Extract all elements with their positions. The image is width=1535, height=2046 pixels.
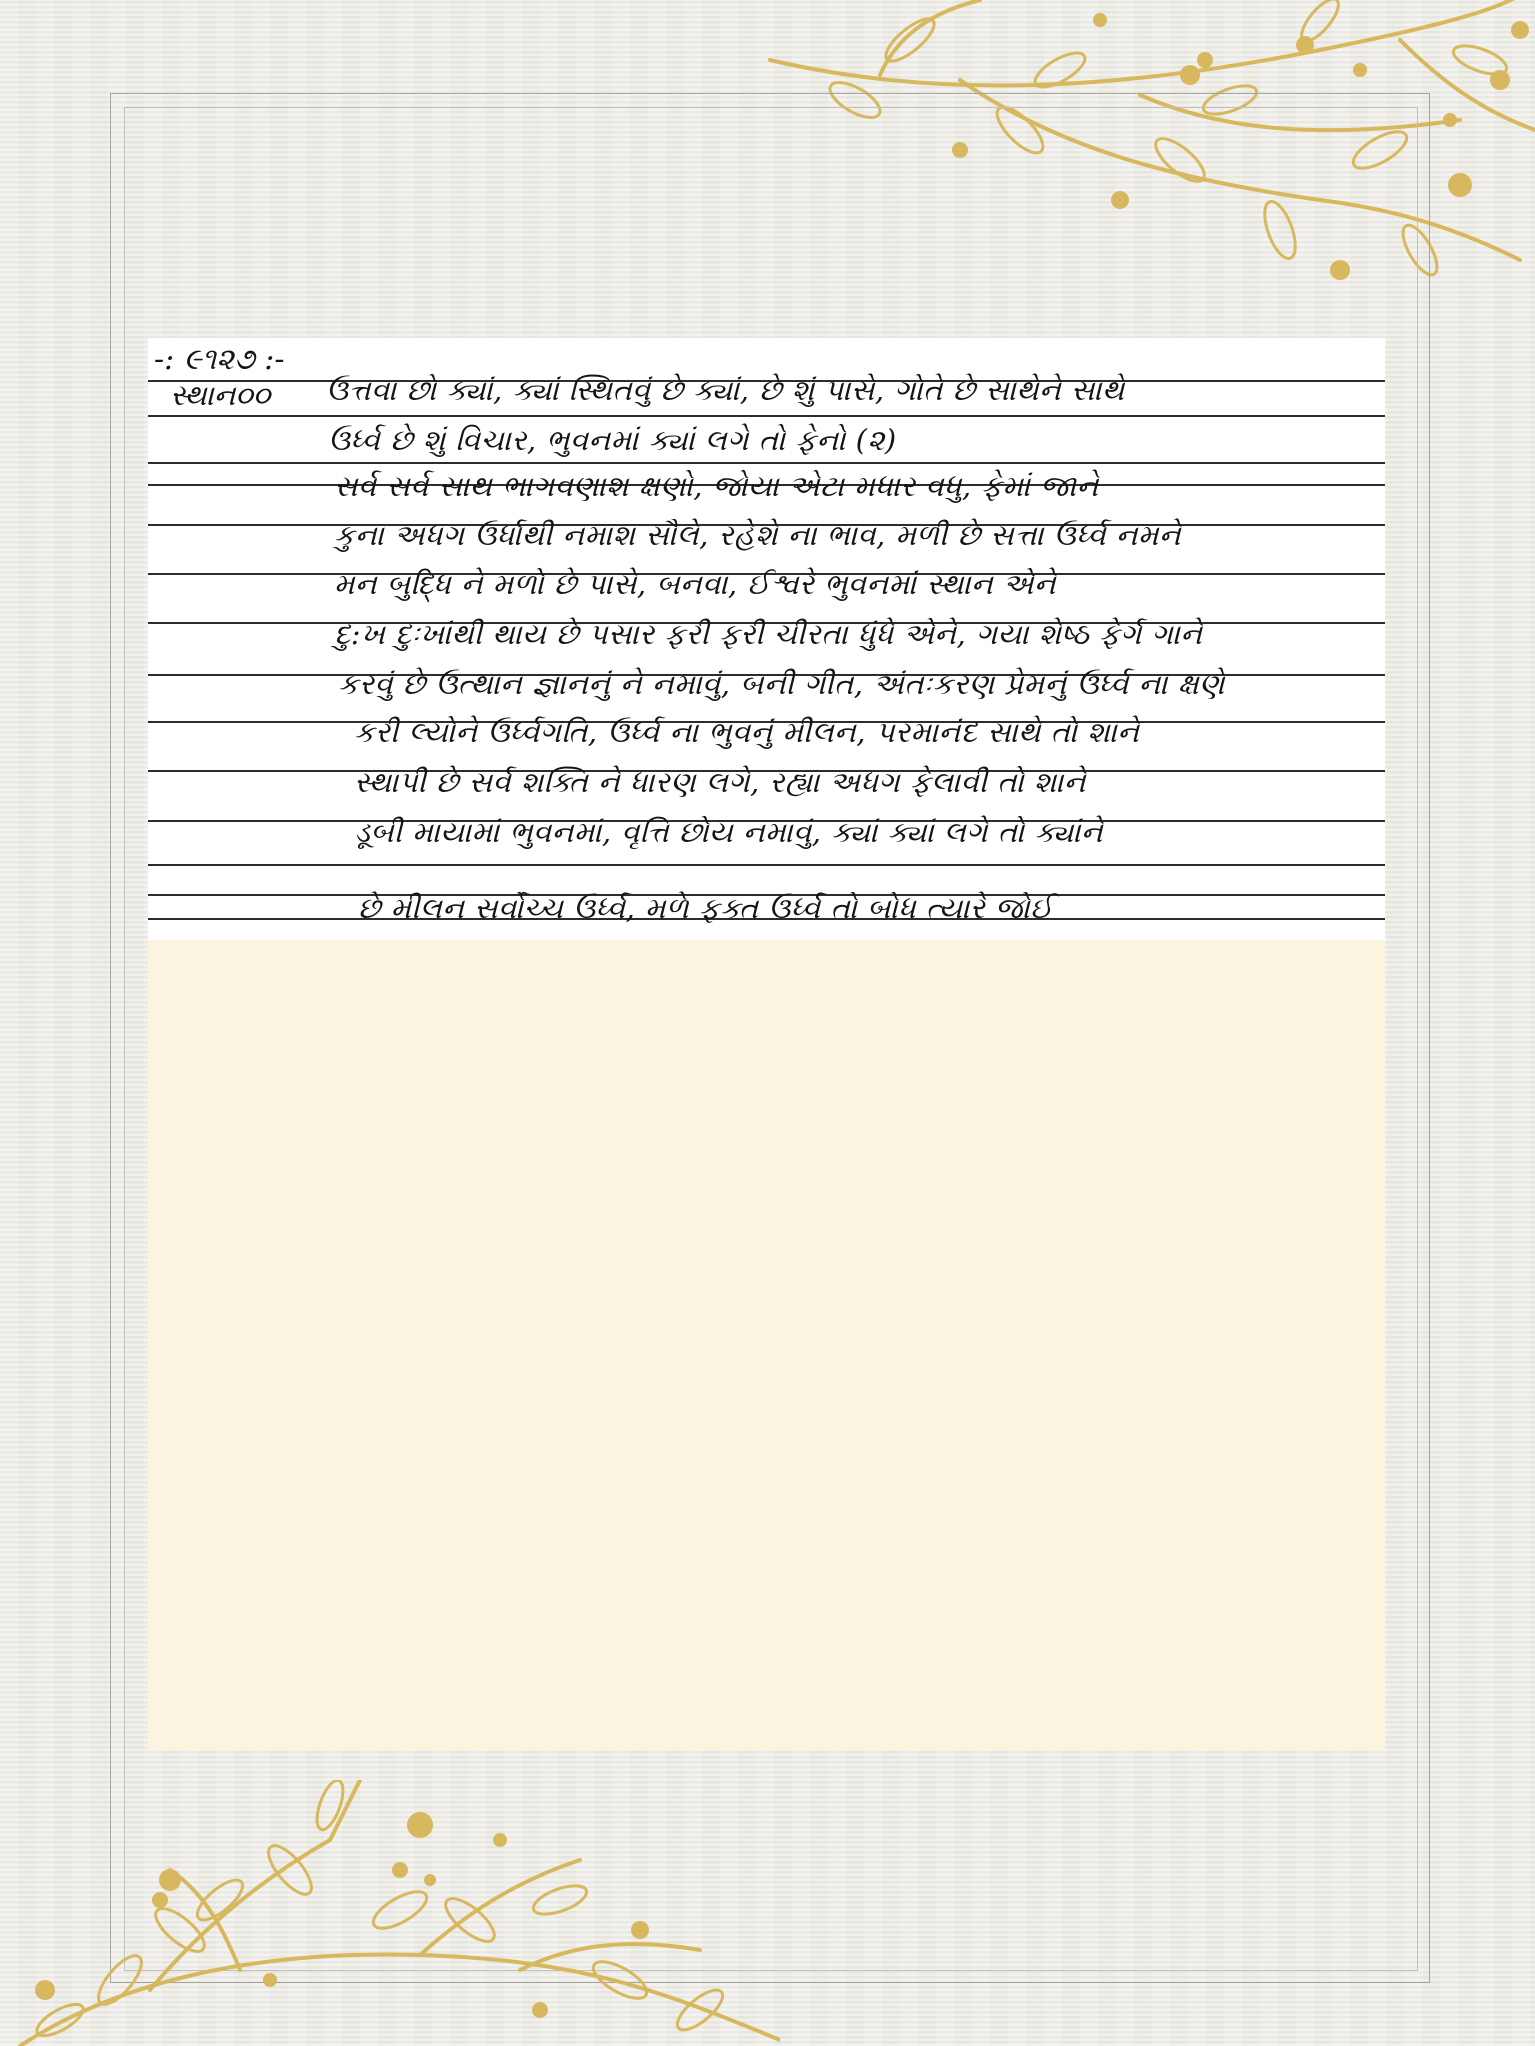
note-line: ઉર્ધ્વ છે શું વિચાર, ભુવનમાં ક્યાં લગે તો ફેનો (૨) — [328, 423, 897, 457]
note-line: સ્થાપી છે સર્વ શક્તિ ને ધારણ લગે, રહ્યા અધગ ફેલાવી તો શાને — [354, 765, 1087, 799]
note-line: કુના અધગ ઉર્ધાથી નમાશ સૌલે, રહેશે ના ભાવ, મળી છે સત્તા ઉર્ધ્વ નમને — [334, 518, 1182, 552]
note-header: -: ૯૧૨૭ :- — [154, 342, 285, 377]
note-line: છે મીલન સર્વોચ્ચ ઉર્ધ્વ, મળે ફક્ત ઉર્ધ્વ તો બોધ ત્યારે જોઈ — [358, 891, 1054, 925]
ruled-line — [148, 462, 1385, 464]
ruled-line — [148, 415, 1385, 417]
note-label: સ્થાન૦૦ — [170, 378, 271, 412]
note-line: કરી લ્યોને ઉર્ધ્વગતિ, ઉર્ધ્વ ના ભુવનું મીલન, પરમાનંદ સાથે તો શાને — [354, 715, 1140, 749]
handwritten-note-scan — [148, 338, 1385, 940]
note-line: ડૂબી માયામાં ભુવનમાં, વૃત્તિ છોય નમાવું, ક્યાં ક્યાં લગે તો ક્યાંને — [354, 815, 1104, 849]
note-line: કરવું છે ઉત્થાન જ્ઞાનનું ને નમાવું, બની ગીત, અંતઃકરણ પ્રેમનું ઉર્ધ્વ ના ક્ષણે — [338, 667, 1225, 701]
ruled-line — [148, 864, 1385, 866]
note-line: સર્વ સર્વ સાથ ભાગવણાશ ક્ષણો, જોયા એટા મધાર વધુ, ફેમાં જાને — [334, 469, 1099, 503]
note-line: મન બુદ્ધિ ને મળો છે પાસે, બનવા, ઈશ્વરે ભુવનમાં સ્થાન એને — [334, 567, 1057, 601]
floral-branch-bottom-left — [0, 1780, 780, 2046]
note-line: ઉત્તવા છો ક્યાં, ક્યાં સ્થિતવું છે ક્યાં, છે શું પાસે, ગોતે છે સાથેને સાથે — [326, 373, 1125, 407]
note-line: દુ:ખ દુઃખાંથી થાય છે પસાર ફરી ફરી ચીરતા ધુંધે એને, ગયા શેષ્ઠ ફેર્ગ ગાને — [334, 617, 1203, 651]
